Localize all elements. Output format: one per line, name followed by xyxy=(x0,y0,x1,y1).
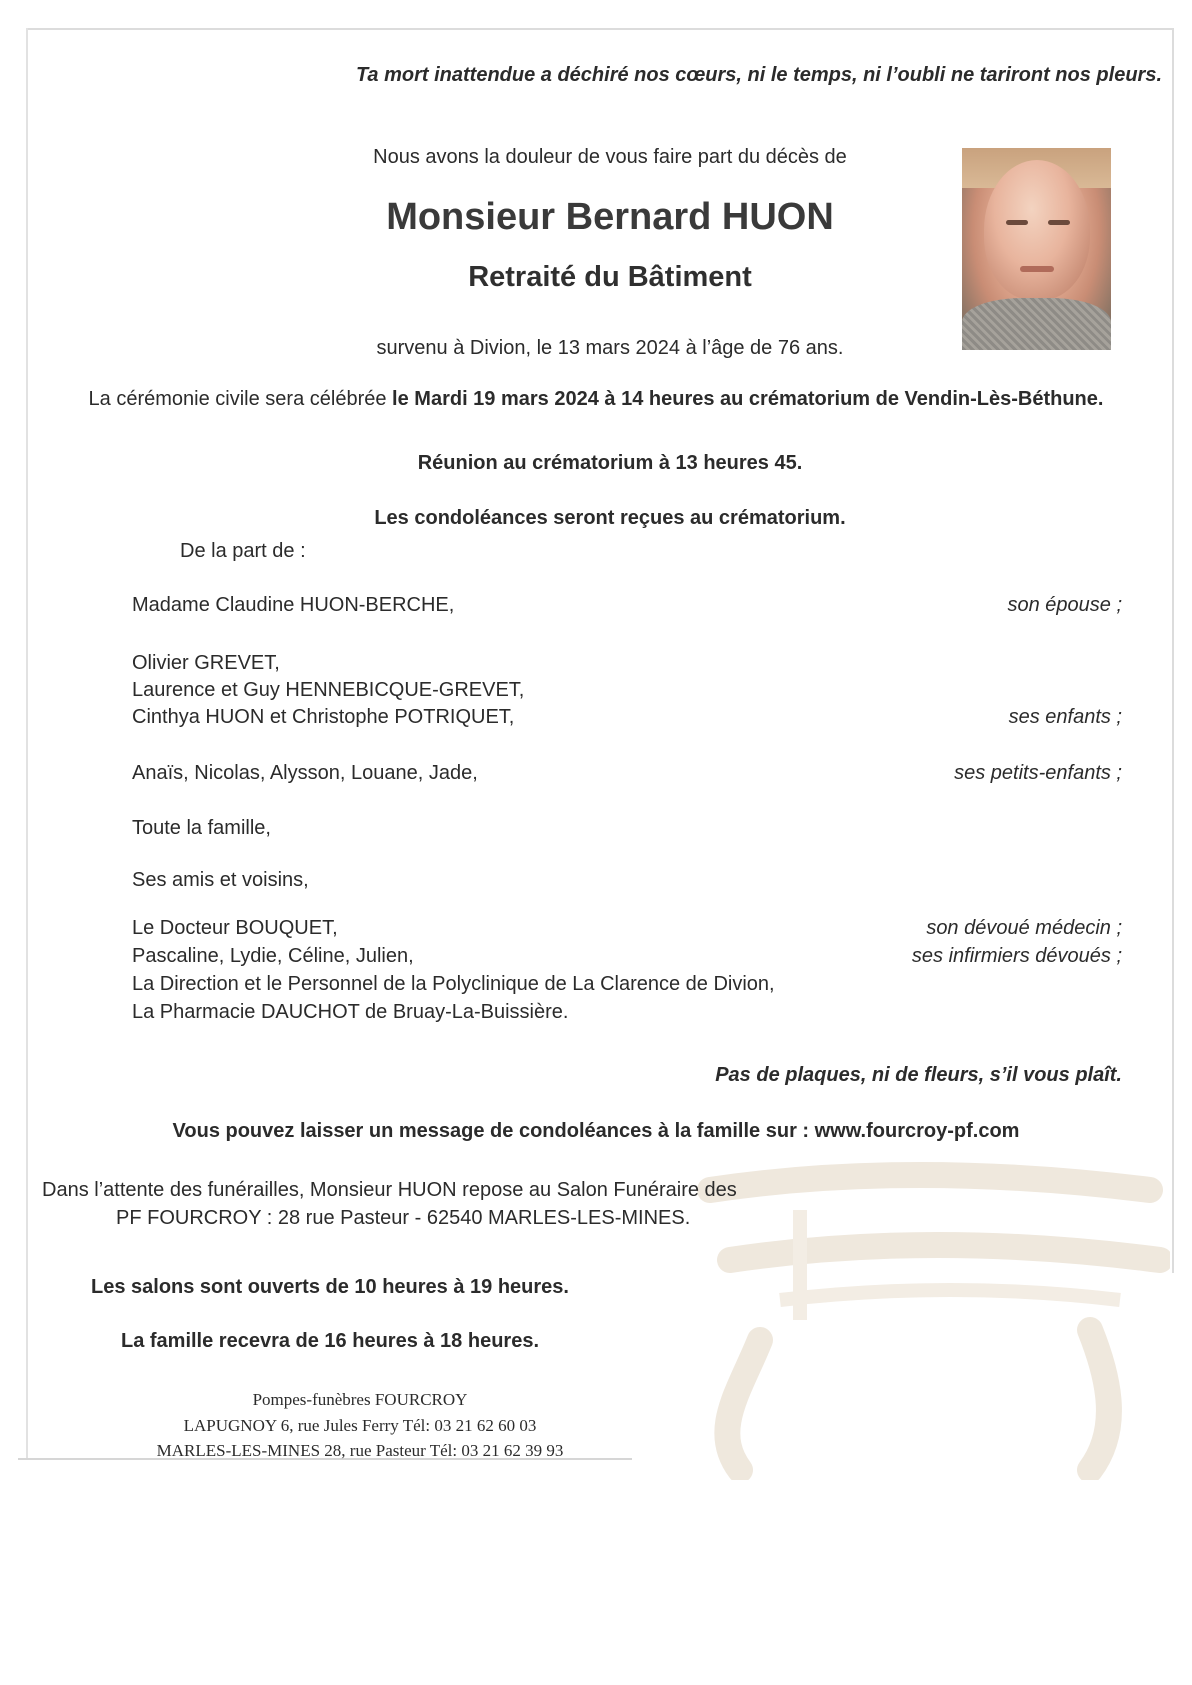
footer-company: Pompes-funèbres FOURCROY xyxy=(252,1390,468,1409)
rest-line-2: PF FOURCROY : 28 rue Pasteur - 62540 MARLES-LES-MINES. xyxy=(116,1207,691,1229)
family-name: Olivier GREVET, xyxy=(132,652,280,674)
ceremony-prefix: La cérémonie civile sera célébrée xyxy=(88,388,393,410)
clinic-line: La Direction et le Personnel de la Polyclinique de La Clarence de Divion, xyxy=(132,973,775,995)
nurses-names: Pascaline, Lydie, Céline, Julien, xyxy=(132,945,414,967)
family-name: Madame Claudine HUON-BERCHE, xyxy=(132,594,455,616)
nurses-relation: ses infirmiers dévoués ; xyxy=(911,945,1122,967)
family-name: Cinthya HUON et Christophe POTRIQUET, xyxy=(132,706,515,728)
portrait-photo xyxy=(962,148,1111,350)
online-message: Vous pouvez laisser un message de condoléances à la famille sur : www.fourcroy-pf.com xyxy=(172,1120,1020,1142)
epigraph: Ta mort inattendue a déchiré nos cœurs, ni le temps, ni l’oubli ne tariront nos pleurs. xyxy=(355,64,1162,86)
family-hours: La famille recevra de 16 heures à 18 heures. xyxy=(120,1330,540,1352)
death-notice: survenu à Divion, le 13 mars 2024 à l’âge de 76 ans. xyxy=(376,337,844,359)
deceased-occupation: Retraité du Bâtiment xyxy=(468,261,752,293)
family-relation: ses petits-enfants ; xyxy=(954,762,1122,784)
frame-border-right xyxy=(1172,28,1174,1273)
no-flowers-notice: Pas de plaques, ni de fleurs, s’il vous plaît. xyxy=(715,1064,1122,1086)
rest-line-1: Dans l’attente des funérailles, Monsieur HUON repose au Salon Funéraire des xyxy=(42,1179,737,1201)
family-relation: son épouse ; xyxy=(1007,594,1122,616)
footer-office-2: MARLES-LES-MINES 28, rue Pasteur Tél: 03 21 62 39 93 xyxy=(156,1441,564,1460)
deceased-name: Monsieur Bernard HUON xyxy=(386,196,834,238)
from-label: De la part de : xyxy=(180,540,306,562)
family-name: Laurence et Guy HENNEBICQUE-GREVET, xyxy=(132,679,525,701)
frame-border-top xyxy=(26,28,1174,30)
condolences-info: Les condoléances seront reçues au crématorium. xyxy=(374,507,846,529)
intro-text: Nous avons la douleur de vous faire part du décès de xyxy=(373,146,847,168)
doctor-name: Le Docteur BOUQUET, xyxy=(132,917,338,939)
family-name: Anaïs, Nicolas, Alysson, Louane, Jade, xyxy=(132,762,478,784)
reunion-info: Réunion au crématorium à 13 heures 45. xyxy=(417,452,803,474)
ceremony-info xyxy=(40,386,1152,412)
doctor-relation: son dévoué médecin ; xyxy=(926,917,1122,939)
ceremony-details: le Mardi 19 mars 2024 à 14 heures au crématorium de Vendin-Lès-Béthune. xyxy=(392,388,1104,410)
family-name: Ses amis et voisins, xyxy=(132,869,309,891)
family-name: Toute la famille, xyxy=(132,817,271,839)
family-relation: ses enfants ; xyxy=(1008,706,1122,728)
footer-office-1: LAPUGNOY 6, rue Jules Ferry Tél: 03 21 62 60 03 xyxy=(183,1416,537,1435)
pharmacy-line: La Pharmacie DAUCHOT de Bruay-La-Buissière. xyxy=(132,1001,569,1023)
salons-hours: Les salons sont ouverts de 10 heures à 19 heures. xyxy=(91,1276,569,1298)
frame-border-left xyxy=(26,28,28,1458)
